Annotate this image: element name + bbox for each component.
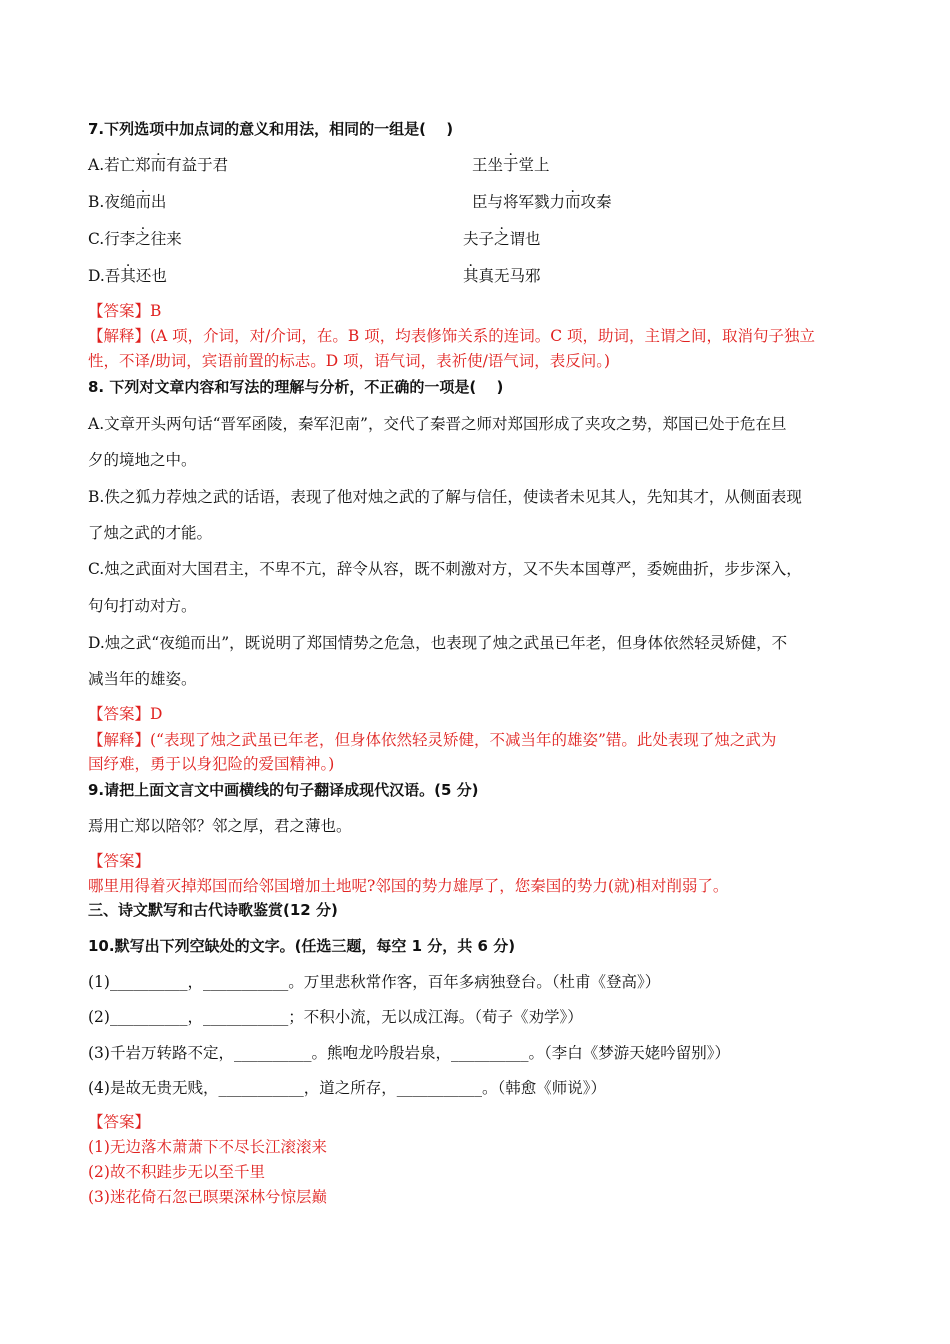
q10-answer-3: (3)迷花倚石忽已暝栗深林兮惊层巅: [88, 1188, 327, 1206]
q10-item-3: (3)千岩万转路不定，__________。熊咆龙吟殷岩泉，__________。（李白《梦游天姥吟留别》）: [88, 1044, 730, 1062]
q8-option-b-line1: B.佚之狐力荐烛之武的话语，表现了他对烛之武的了解与信任，使读者未见其人，先知其才，从侧面表现: [88, 488, 802, 506]
q8-option-c-line1: C.烛之武面对大国君主，不卑不亢，辞令从容，既不刺激对方，又不失本国尊严，委婉曲折，步步深入，: [88, 560, 802, 578]
q7-option-b: B.夜缒而出: [88, 193, 167, 211]
q10-title: 10.默写出下列空缺处的文字。(任选三题，每空 1 分，共 6 分): [88, 937, 516, 955]
q9-title: 9.请把上面文言文中画横线的句子翻译成现代汉语。(5 分): [88, 781, 479, 799]
q10-answer-1: (1)无边落木萧萧下不尽长江滚滚来: [88, 1138, 327, 1156]
q8-option-a-line1: A.文章开头两句话“晋军函陵，秦军氾南”，交代了秦晋之师对郑国形成了夹攻之势，郑国已处于危在旦: [88, 415, 787, 433]
q8-explanation-line2: 国纾难，勇于以身犯险的爱国精神。): [88, 755, 335, 773]
q9-translation: 哪里用得着灭掉郑国而给邻国增加土地呢?邻国的势力雄厚了，您秦国的势力(就)相对削弱了。: [88, 877, 729, 895]
q8-explanation-line1: 【解释】(“表现了烛之武虽已年老，但身体依然轻灵矫健，不减当年的雄姿”错。此处表现了烛之武为: [88, 731, 777, 749]
q7-answer: 【答案】B: [88, 302, 162, 320]
q8-answer: 【答案】D: [88, 705, 163, 723]
q7-option-d-compare: 其真无马邪: [463, 267, 541, 285]
q7-option-c-compare: 夫子之谓也: [463, 230, 541, 248]
q7-option-c: C.行李之往来: [88, 230, 182, 248]
q7-explanation-line1: 【解释】(A 项，介词，对/介词，在。B 项，均表修饰关系的连词。C 项，助词，主谓之间，取消句子独立: [88, 327, 815, 345]
q8-option-a-line2: 夕的境地之中。: [88, 451, 197, 469]
q9-answer: 【答案】: [88, 852, 151, 870]
q8-option-d-line1: D.烛之武“夜缒而出”，既说明了郑国情势之危急，也表现了烛之武虽已年老，但身体依然轻灵矫健，不: [88, 634, 788, 652]
q10-item-1: (1)__________，___________。万里悲秋常作客，百年多病独登台。（杜甫《登高》）: [88, 973, 661, 991]
q10-answer: 【答案】: [88, 1113, 151, 1131]
q8-option-d-line2: 减当年的雄姿。: [88, 670, 197, 688]
section-3-heading: 三、诗文默写和古代诗歌鉴赏(12 分): [88, 901, 338, 919]
q10-item-2: (2)__________，___________；不积小流，无以成江海。（荀子《劝学》）: [88, 1008, 583, 1026]
q7-option-a: A.若亡郑而有益于君: [88, 156, 229, 174]
q9-sentence: 焉用亡郑以陪邻？邻之厚，君之薄也。: [88, 817, 352, 835]
q10-item-4: (4)是故无贵无贱，___________，道之所存，___________。（韩愈《师说》）: [88, 1079, 606, 1097]
q7-option-d: D.吾其还也: [88, 267, 167, 285]
q10-answer-2: (2)故不积跬步无以至千里: [88, 1163, 265, 1181]
q7-option-a-compare: 王坐于堂上: [472, 156, 550, 174]
q7-title: 7.下列选项中加点词的意义和用法，相同的一组是( ): [88, 120, 454, 138]
q7-option-b-compare: 臣与将军戮力而攻秦: [472, 193, 612, 211]
q7-explanation-line2: 性，不译/助词，宾语前置的标志。D 项，语气词，表祈使/语气词，表反问。): [88, 352, 611, 370]
q8-option-b-line2: 了烛之武的才能。: [88, 524, 213, 542]
q8-title: 8. 下列对文章内容和写法的理解与分析，不正确的一项是( ): [88, 378, 504, 396]
q8-option-c-line2: 句句打动对方。: [88, 597, 197, 615]
